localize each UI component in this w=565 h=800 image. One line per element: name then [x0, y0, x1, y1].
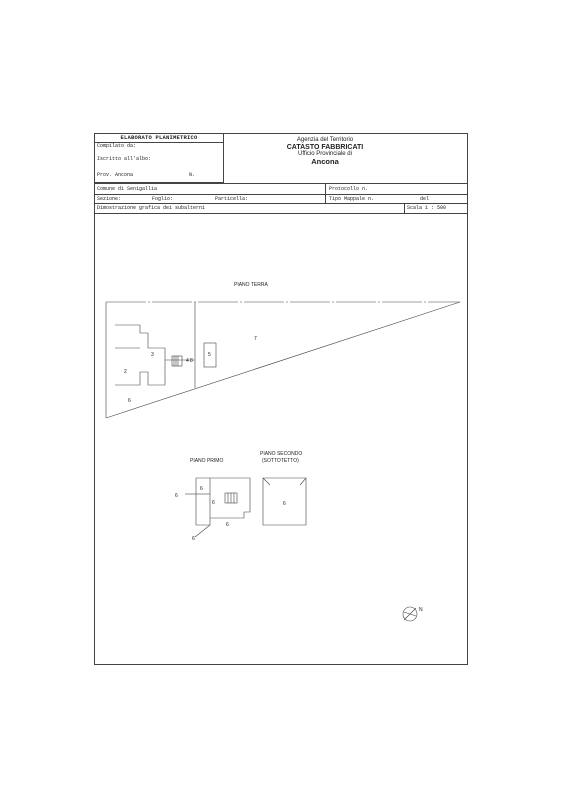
- agency-line1: Agenzia del Territorio: [296, 137, 354, 143]
- piano-primo-label: PIANO PRIMO: [190, 458, 224, 464]
- room-5: 5: [208, 352, 211, 358]
- piano-primo-plan: [185, 478, 250, 537]
- primo-room-6e: 6: [192, 536, 195, 542]
- room-2: 2: [124, 369, 127, 375]
- stair-box: [172, 356, 182, 366]
- agency-line3: Ufficio Provinciale di: [298, 151, 352, 157]
- agency-line2: CATASTO FABBRICATI: [286, 144, 364, 151]
- foglio-label: Foglio:: [152, 196, 174, 202]
- room-7: 7: [254, 336, 257, 342]
- agency-line4: Ancona: [311, 157, 339, 166]
- sezione-label: Sezione:: [97, 196, 122, 202]
- n-label: N.: [189, 172, 196, 178]
- primo-outline: [196, 478, 250, 525]
- del-label: del: [420, 196, 430, 202]
- north-arrow-icon: [403, 607, 417, 621]
- prov-label: Prov. Ancona: [97, 172, 134, 178]
- scala-label: Scala 1 : 500: [407, 205, 447, 211]
- compilato-label: Compilato da:: [97, 143, 137, 149]
- room-3: 3: [151, 352, 154, 358]
- secondo-room-6: 6: [283, 501, 286, 507]
- primo-room-6c: 6: [212, 500, 215, 506]
- protocollo-label: Protocollo n.: [329, 186, 369, 192]
- piano-terra-plan: [106, 302, 460, 418]
- room-8: 8: [190, 358, 193, 364]
- primo-room-6b: 6: [175, 493, 178, 499]
- primo-room-6a: 6: [200, 486, 203, 492]
- comune-label: Comune di Senigallia: [97, 186, 158, 192]
- primo-room-6d: 6: [226, 522, 229, 528]
- room-6: 6: [128, 398, 131, 404]
- piano-secondo-label: PIANO SECONDO: [260, 451, 303, 457]
- lot-diagonal-line: [106, 302, 460, 418]
- elaborato-title: ELABORATO PLANIMETRICO: [94, 133, 224, 143]
- iscritto-label: Iscritto all'albo:: [97, 156, 152, 162]
- north-label: N: [419, 607, 423, 613]
- room-4: 4: [186, 358, 189, 364]
- sottotetto-label: (SOTTOTETTO): [262, 458, 299, 464]
- building-outline: [115, 325, 165, 385]
- particella-label: Particella:: [215, 196, 249, 202]
- dimostrazione-label: Dimostrazione grafica dei subalterni: [97, 205, 206, 211]
- piano-terra-label: PIANO TERRA: [234, 282, 268, 288]
- tipo-mappale-label: Tipo Mappale n.: [329, 196, 375, 202]
